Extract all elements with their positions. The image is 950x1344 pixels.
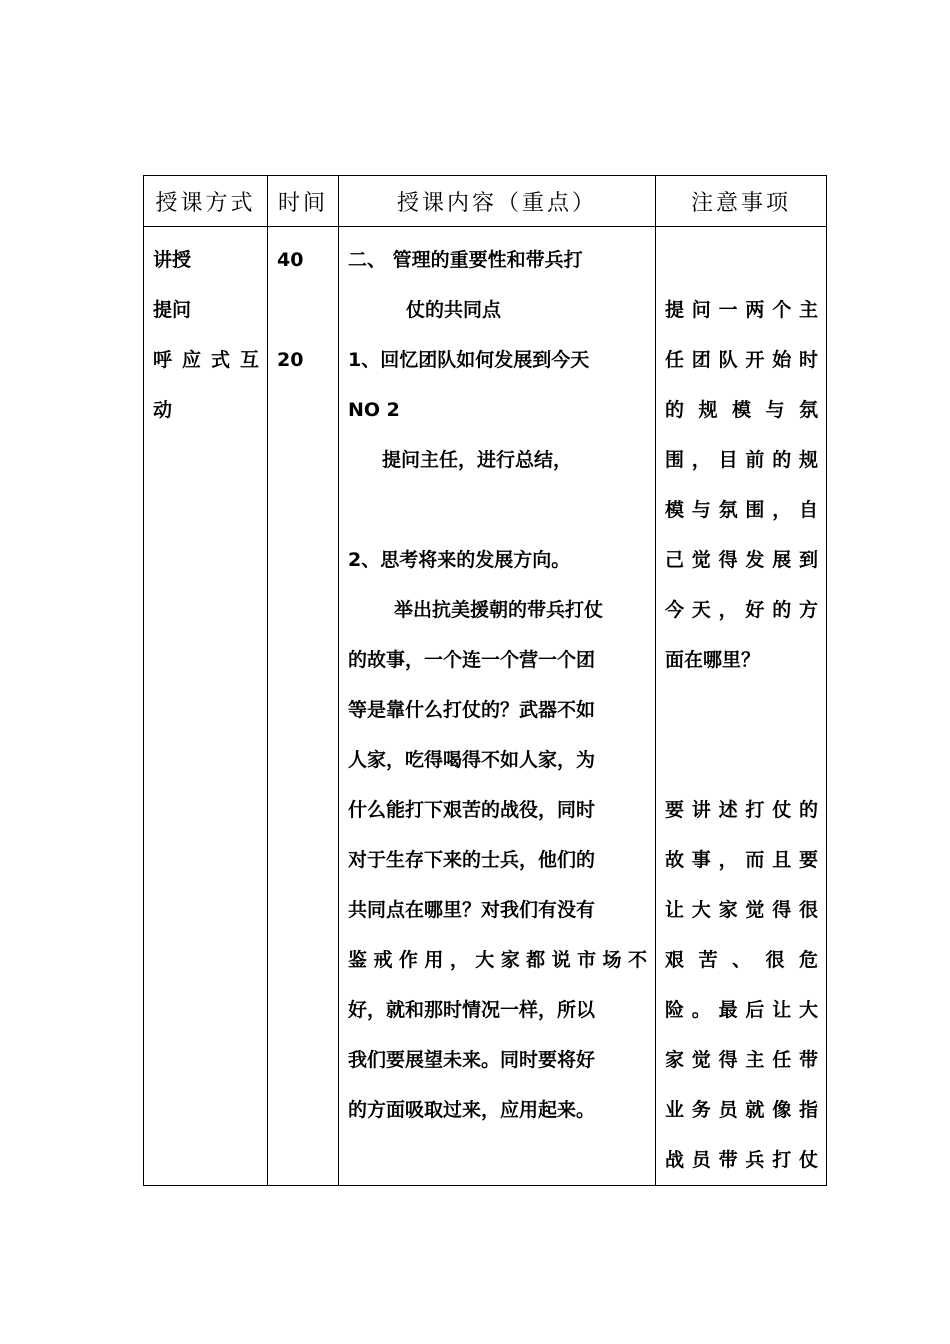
content-line: 共同点在哪里？对我们有没有 <box>348 899 596 921</box>
notes-line: 要讲述打仗的 <box>665 799 818 821</box>
content-line: 我们要展望未来。同时要将好 <box>348 1049 596 1071</box>
time-line: 20 <box>277 349 304 371</box>
notes-line: 今天，好的方 <box>665 599 818 621</box>
method-line: 动 <box>153 399 173 421</box>
content-line: 举出抗美援朝的带兵打仗 <box>394 599 604 621</box>
notes-line: 任团队开始时 <box>665 349 818 371</box>
header-row <box>144 176 827 227</box>
content-line: 仗的共同点 <box>406 299 502 321</box>
content-line: 的故事，一个连一个营一个团 <box>348 649 596 671</box>
content-line: 2、思考将来的发展方向。 <box>348 549 571 571</box>
content-line: 二、 管理的重要性和带兵打 <box>348 249 583 271</box>
notes-line: 业务员就像指 <box>665 1099 818 1121</box>
content-line: 鉴戒作用，大家都说市场不 <box>348 949 647 971</box>
method-line: 呼应式互 <box>153 349 259 371</box>
method-line: 提问 <box>153 299 192 321</box>
time-line: 40 <box>277 249 304 271</box>
notes-line: 故事，而且要 <box>665 849 818 871</box>
header-teaching-content: 授课内容（重点） <box>339 176 656 227</box>
header-teaching-method: 授课方式 <box>144 176 268 227</box>
notes-line: 模与氛围，自 <box>665 499 818 521</box>
notes-line: 的规模与氛 <box>665 399 818 421</box>
content-line: 提问主任，进行总结， <box>382 449 573 471</box>
content-cell <box>339 227 656 1186</box>
method-cell <box>144 227 268 1186</box>
header-time: 时间 <box>268 176 339 227</box>
content-blank-line <box>348 485 647 535</box>
time-cell <box>268 227 339 1186</box>
notes-line: 围，目前的规 <box>665 449 818 471</box>
lesson-plan-table <box>143 175 827 1186</box>
content-line: 1、回忆团队如何发展到今天 <box>348 349 590 371</box>
notes-line: 艰苦、很危 <box>665 949 818 971</box>
notes-line: 面在哪里？ <box>665 649 761 671</box>
notes-line: 险。最后让大 <box>665 999 818 1021</box>
body-row <box>144 227 827 1186</box>
content-line: NO 2 <box>348 399 400 421</box>
content-line: 对于生存下来的士兵，他们的 <box>348 849 596 871</box>
notes-blank-line <box>665 735 818 785</box>
content-line: 什么能打下艰苦的战役，同时 <box>348 799 596 821</box>
notes-blank-line <box>665 685 818 735</box>
time-line <box>277 285 330 335</box>
content-line: 好，就和那时情况一样，所以 <box>348 999 596 1021</box>
notes-blank-line <box>665 235 818 285</box>
header-notes: 注意事项 <box>656 176 827 227</box>
notes-line: 让大家觉得很 <box>665 899 818 921</box>
notes-line: 己觉得发展到 <box>665 549 818 571</box>
method-line: 讲授 <box>153 249 192 271</box>
content-line: 人家，吃得喝得不如人家，为 <box>348 749 596 771</box>
content-line: 的方面吸取过来，应用起来。 <box>348 1099 596 1121</box>
content-line: 等是靠什么打仗的？武器不如 <box>348 699 596 721</box>
notes-line: 战员带兵打仗 <box>665 1149 818 1171</box>
notes-cell <box>656 227 827 1186</box>
notes-line: 提问一两个主 <box>665 299 818 321</box>
notes-line: 家觉得主任带 <box>665 1049 818 1071</box>
